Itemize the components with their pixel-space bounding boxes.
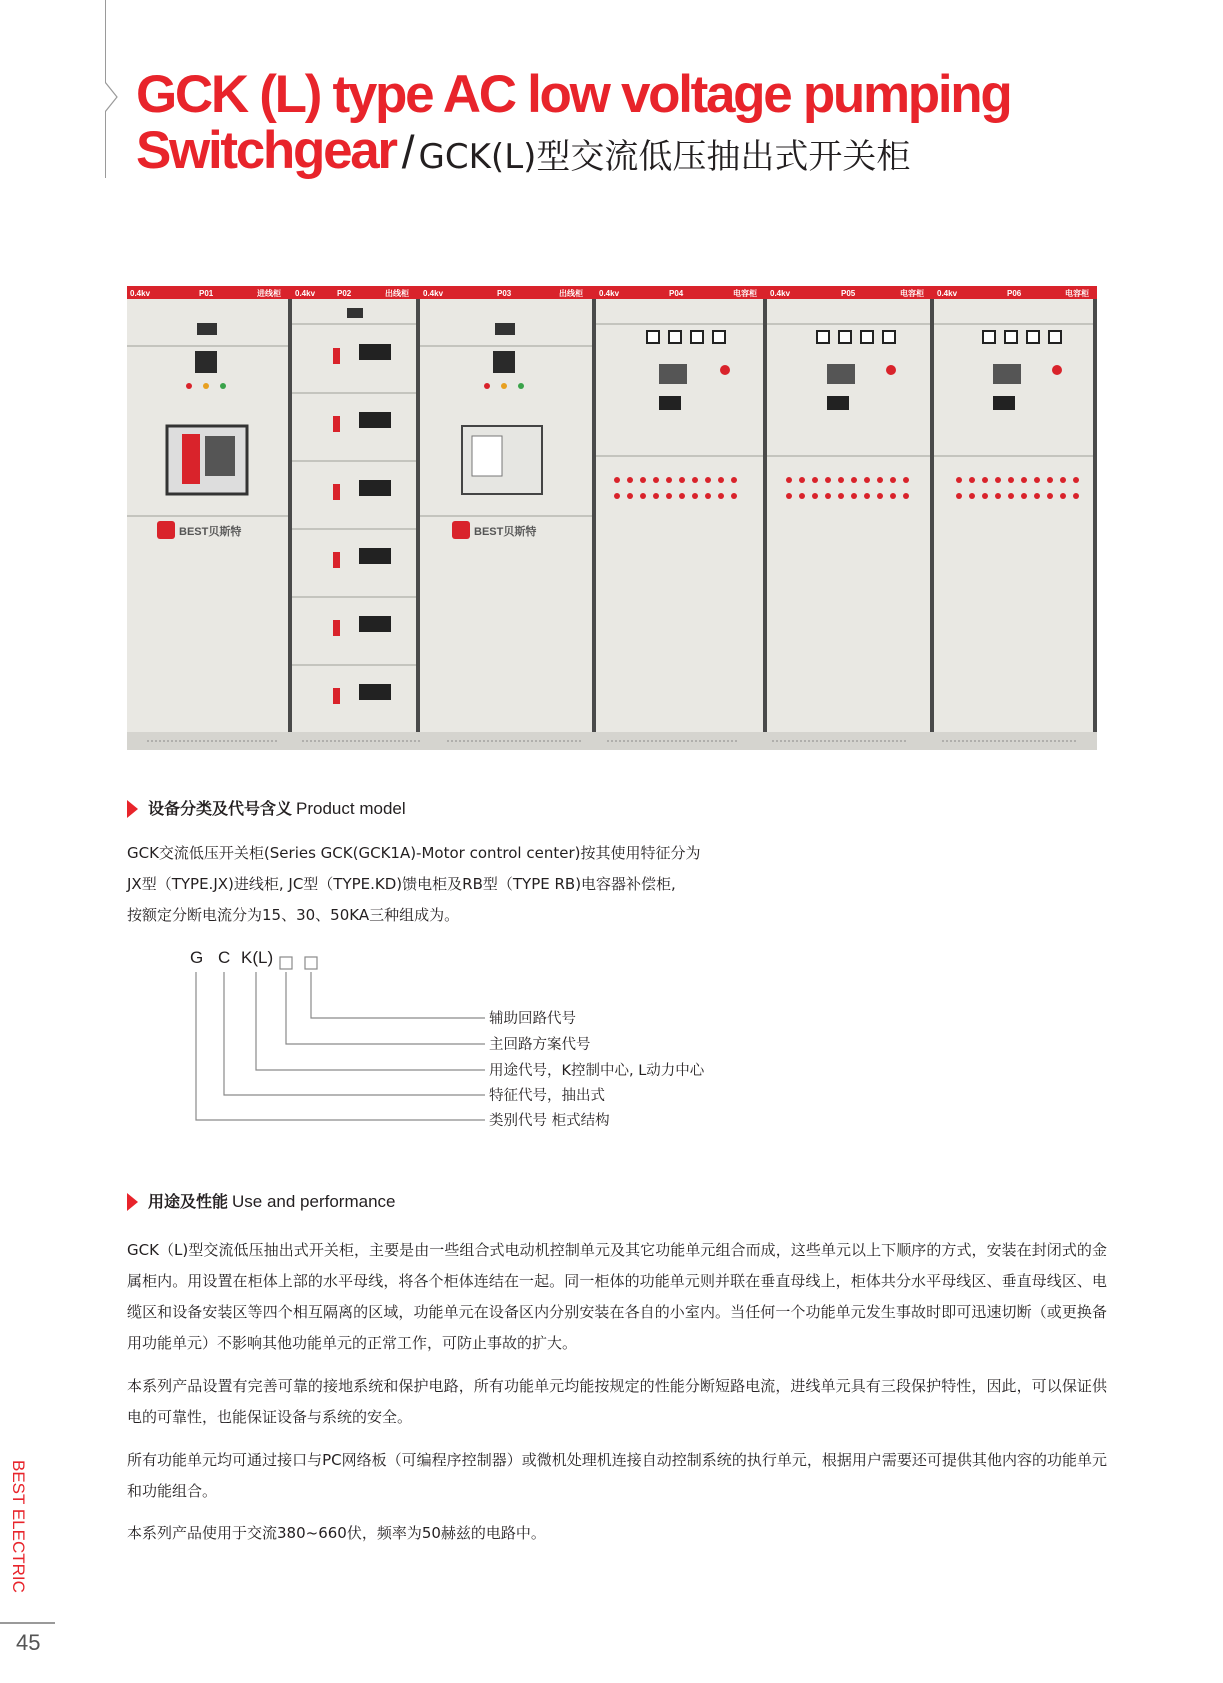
arrow-right-icon <box>127 800 138 818</box>
panel-p05-voltage: 0.4kv <box>770 289 791 298</box>
section-heading-en: Product model <box>296 799 406 818</box>
legend-main-circuit: 主回路方案代号 <box>489 1037 591 1053</box>
page-number-rule <box>0 1622 55 1624</box>
side-brand-label: BEST ELECTRIC <box>9 1460 28 1593</box>
intro-line: GCK交流低压开关柜(Series GCK(GCK1A)-Motor control center)按其使用特征分为 <box>127 844 701 862</box>
page-title-cn: GCK(L)型交流低压抽出式开关柜 <box>418 137 911 177</box>
arrow-right-icon <box>127 1193 138 1211</box>
legend-category: 类别代号 柜式结构 <box>489 1113 610 1129</box>
section-heading-cn: 设备分类及代号含义 <box>148 799 293 818</box>
panel-p04-voltage: 0.4kv <box>599 289 620 298</box>
panel-p01-voltage: 0.4kv <box>130 289 151 298</box>
code-letter-c: C <box>218 948 231 967</box>
panel-p01-type: 进线柜 <box>257 289 281 298</box>
switchgear-illustration <box>127 286 1097 750</box>
code-letter-kl: K(L) <box>241 948 274 967</box>
legend-feature: 特征代号，抽出式 <box>489 1088 605 1104</box>
panel-p03-type: 出线柜 <box>559 289 583 298</box>
switchgear-photo <box>127 286 1097 750</box>
panel-p02-voltage: 0.4kv <box>295 289 316 298</box>
panel-p01-brand: BEST贝斯特 <box>179 526 242 538</box>
legend-aux-circuit: 辅助回路代号 <box>489 1011 576 1027</box>
section-heading-cn: 用途及性能 <box>148 1192 229 1211</box>
panel-p05-id: P05 <box>841 289 856 298</box>
paragraph: 本系列产品设置有完善可靠的接地系统和保护电路，所有功能单元均能按规定的性能分断短路电流，进线单元具有三段保护特性，因此，可以保证供电的可靠性，也能保证设备与系统的安全。 <box>127 1377 1107 1426</box>
section-heading-use-performance <box>127 1191 396 1213</box>
chevron-right-icon <box>105 82 119 112</box>
legend-usage: 用途代号，K控制中心, L动力中心 <box>489 1063 705 1079</box>
panel-p04-id: P04 <box>669 289 684 298</box>
code-box-main <box>280 957 292 969</box>
panel-p06-id: P06 <box>1007 289 1022 298</box>
intro-line: JX型（TYPE.JX)进线柜, JC型（TYPE.KD)馈电柜及RB型（TYPE RB)电容器补偿柜, <box>127 875 676 893</box>
panel-p06-type: 电容柜 <box>1065 289 1089 298</box>
product-model-intro <box>127 838 827 931</box>
page-title-en: Switchgear <box>136 121 396 180</box>
paragraph: GCK（L)型交流低压抽出式开关柜，主要是由一些组合式电动机控制单元及其它功能单元组合而成，这些单元以上下顺序的方式，安装在封闭式的金属柜内。用设置在柜体上部的水平母线，将各个柜体连结在一起。同一柜体的功能单元则并联在垂直母线上，柜体共分水平母线区、垂直母线区、电缆区和设备安装区等四个相互隔离的区域，功能单元在设备区内分别安装在各自的小室内。当任何一个功能单元发生事故时即可迅速切断（或更换备用功能单元）不影响其他功能单元的正常工作，可防止事故的扩大。 <box>127 1241 1107 1352</box>
code-box-aux <box>305 957 317 969</box>
page-title-line2 <box>136 118 910 196</box>
panel-p04-type: 电容柜 <box>733 289 757 298</box>
paragraph: 所有功能单元均可通过接口与PC网络板（可编程序控制器）或微机处理机连接自动控制系统的执行单元，根据用户需要还可提供其他内容的功能单元和功能组合。 <box>127 1451 1107 1500</box>
section-heading-product-model <box>127 798 406 820</box>
title-slash: / <box>401 126 415 178</box>
panel-p03-id: P03 <box>497 289 512 298</box>
panel-p01-id: P01 <box>199 289 214 298</box>
page-number: 45 <box>16 1630 41 1655</box>
code-letter-g: G <box>190 948 204 967</box>
panel-p06-voltage: 0.4kv <box>937 289 958 298</box>
panel-p05-type: 电容柜 <box>900 289 924 298</box>
panel-p03-voltage: 0.4kv <box>423 289 444 298</box>
panel-p02-type: 出线柜 <box>385 289 409 298</box>
paragraph: 本系列产品使用于交流380~660伏，频率为50赫兹的电路中。 <box>127 1524 546 1542</box>
panel-p02-id: P02 <box>337 289 352 298</box>
model-code-diagram <box>180 950 500 1125</box>
panel-p03-brand: BEST贝斯特 <box>474 526 537 538</box>
page-title-line1: GCK (L) type AC low voltage pumping <box>136 65 1011 124</box>
section-heading-en: Use and performance <box>232 1192 396 1211</box>
intro-line: 按额定分断电流分为15、30、50KA三种组成为。 <box>127 906 460 924</box>
